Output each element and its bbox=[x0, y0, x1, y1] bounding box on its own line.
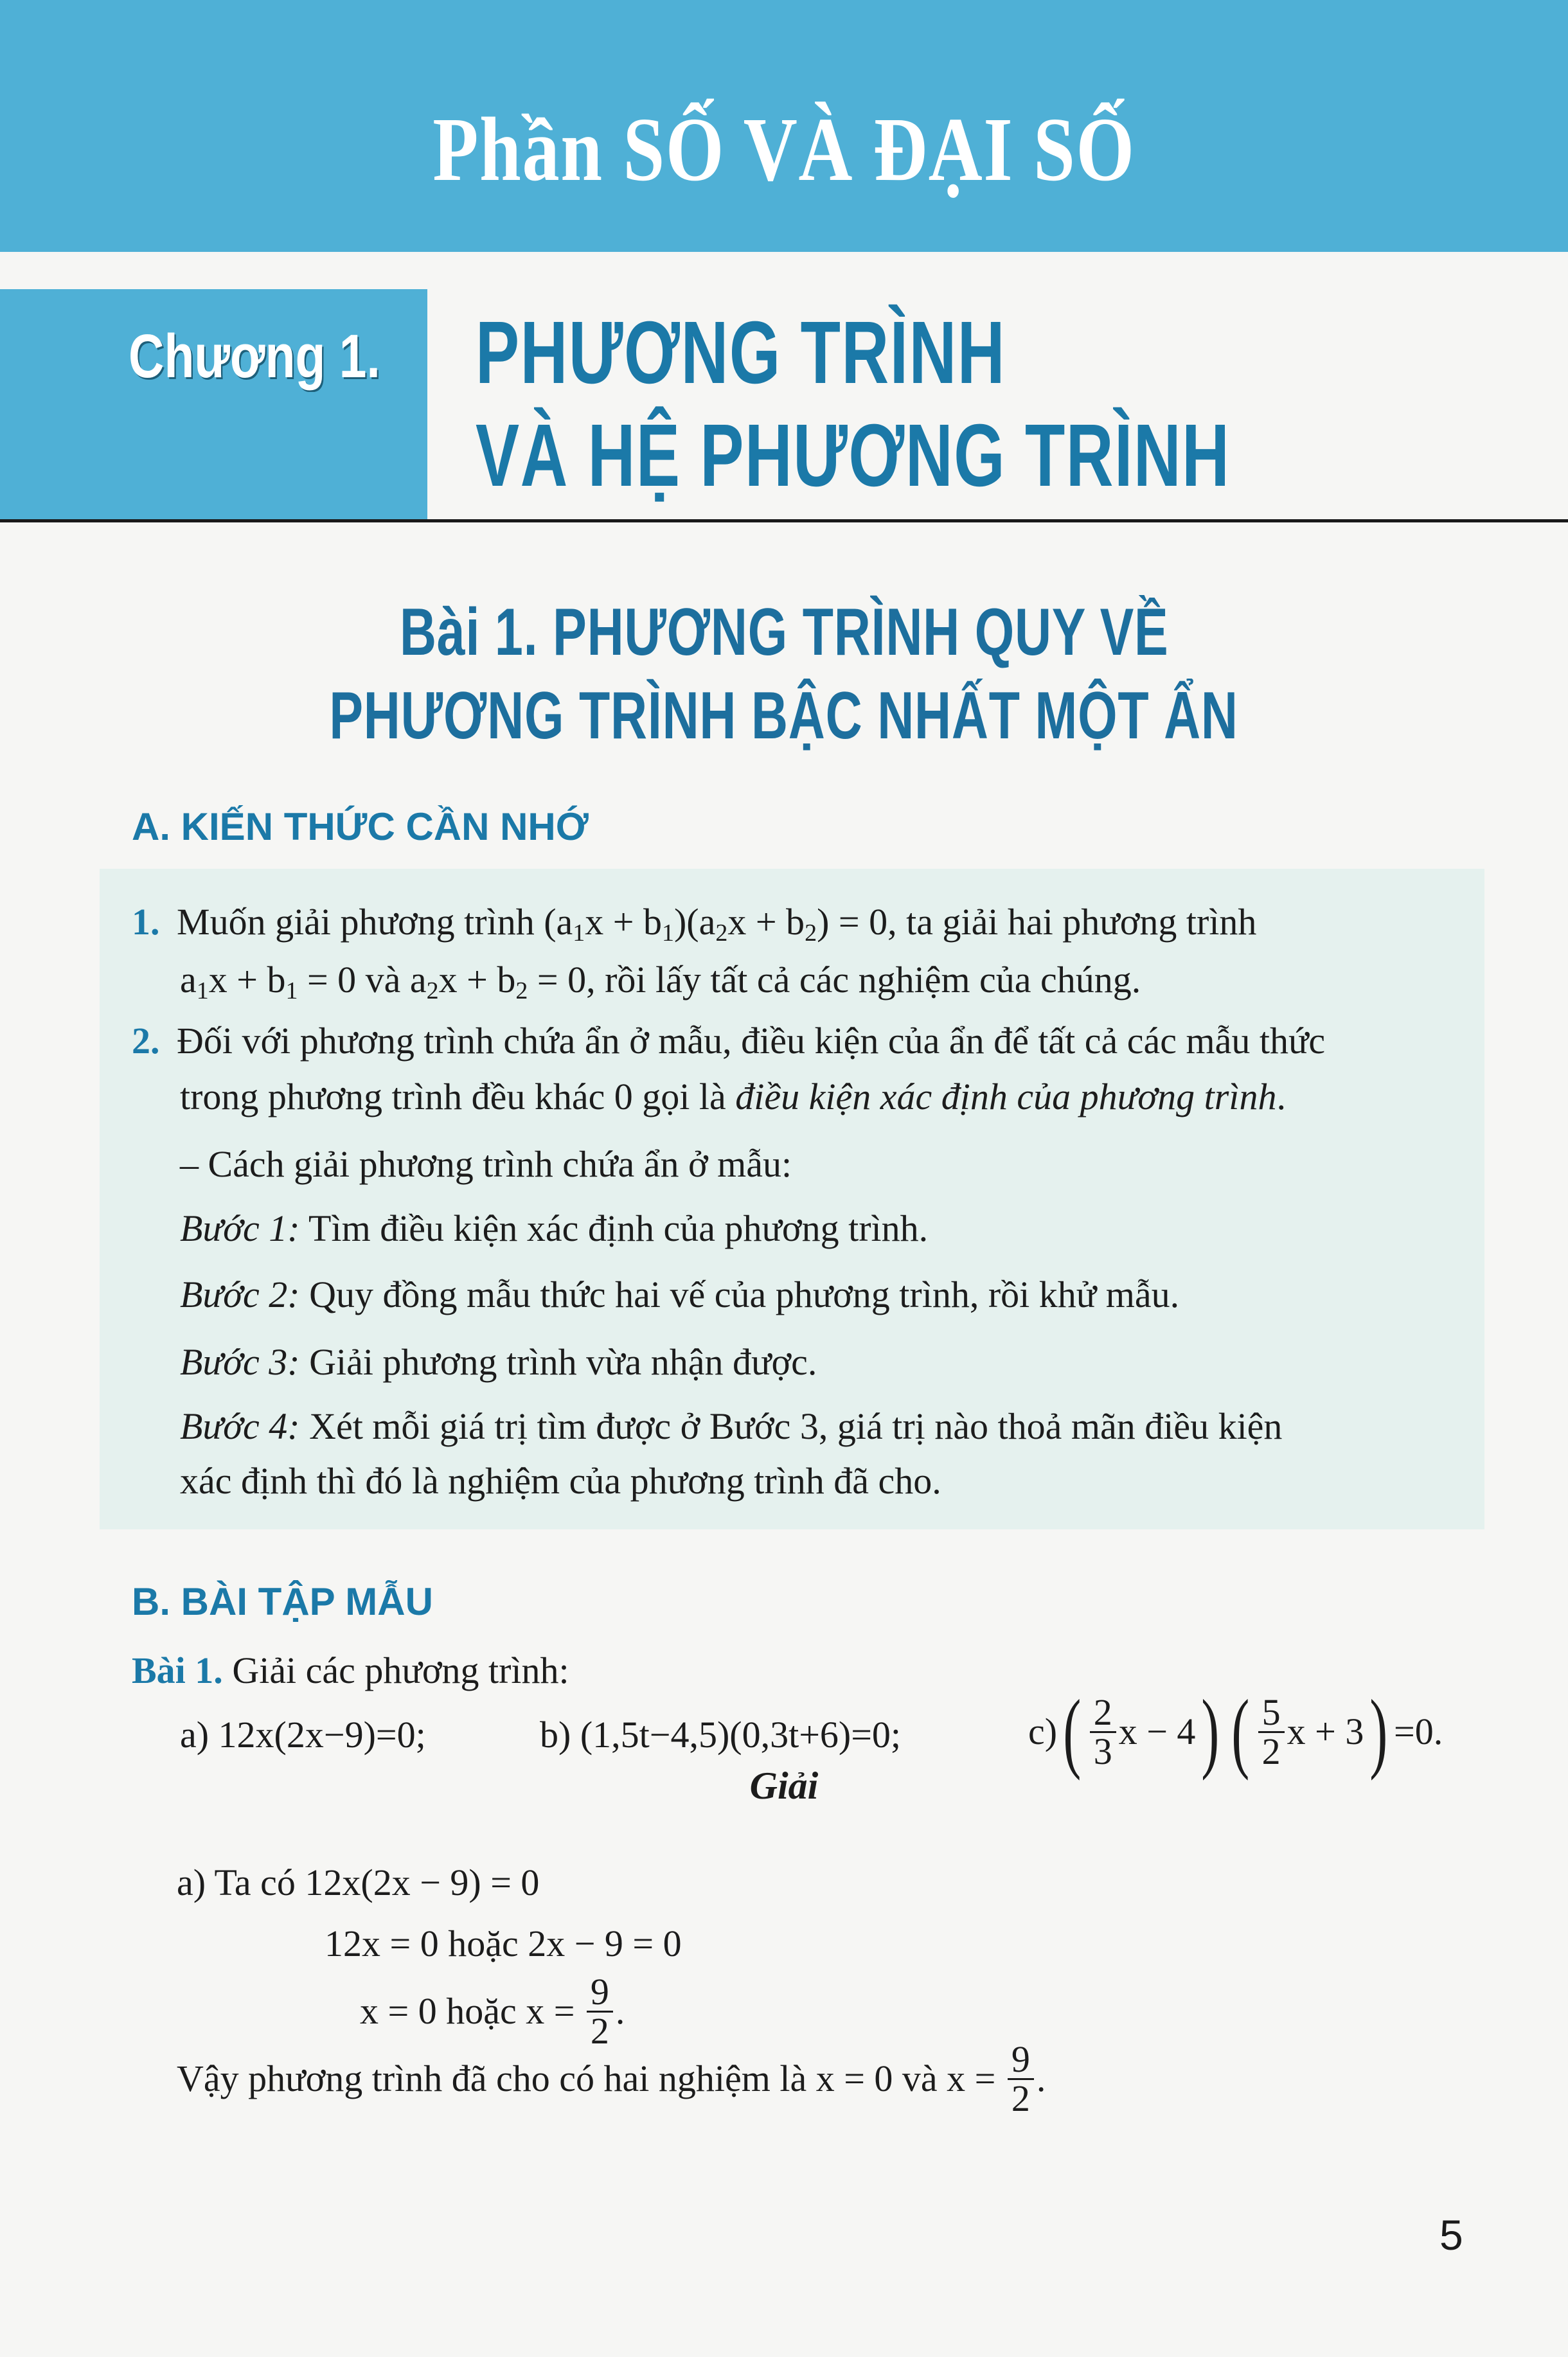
item1-line2-suffix: , rồi lấy tất cả các nghiệm của chúng. bbox=[586, 959, 1141, 1001]
page-number: 5 bbox=[1439, 2211, 1463, 2259]
item2-line2-suffix: . bbox=[1276, 1076, 1286, 1117]
chapter-title-line1: PHƯƠNG TRÌNH bbox=[476, 303, 1006, 402]
step-1 bbox=[180, 1206, 928, 1251]
exercise-part-b: b) (1,5t−4,5)(0,3t+6)=0; bbox=[540, 1714, 902, 1756]
solution-line3: x = 0 hoặc x = $\frac{9}{2}$ . bbox=[360, 1970, 625, 2052]
item2-number: 2. bbox=[132, 1020, 160, 1062]
frac-numerator-2: 9 bbox=[1008, 2041, 1034, 2080]
chapter-divider bbox=[0, 519, 1568, 522]
solution-line3-text: x = 0 hoặc x = bbox=[360, 1990, 575, 2032]
solution-conclusion-text: Vậy phương trình đã cho có hai nghiệm là x = 0 và x = bbox=[177, 2058, 996, 2099]
solution-label: Giải bbox=[749, 1765, 819, 1807]
exercise-part-c: c) ( $\frac{2}{3}$ x − 4 ) ( $\frac{5}{2}$ x + 3 ) =0. bbox=[1028, 1682, 1443, 1781]
part-c-label: c) bbox=[1028, 1711, 1058, 1752]
item2-text: Đối với phương trình chứa ẩn ở mẫu, điều kiện của ẩn để tất cả các mẫu thức bbox=[177, 1020, 1326, 1062]
item1-text-prefix: Muốn giải phương trình (a bbox=[177, 901, 573, 943]
method-intro: – Cách giải phương trình chứa ẩn ở mẫu: bbox=[180, 1143, 792, 1185]
step-1-text: Tìm điều kiện xác định của phương trình. bbox=[299, 1207, 929, 1249]
chapter-label: Chương 1. bbox=[129, 322, 380, 391]
part-c-end: =0. bbox=[1394, 1711, 1443, 1752]
item1-text-suffix: , ta giải hai phương trình bbox=[887, 901, 1257, 943]
lesson-title-text2: PHƯƠNG TRÌNH BẬC NHẤT MỘT ẨN bbox=[329, 679, 1239, 753]
lesson-title-line2 bbox=[0, 678, 1568, 754]
step-3-label: Bước 3: bbox=[180, 1341, 300, 1383]
chapter-title-line2: VÀ HỆ PHƯƠNG TRÌNH bbox=[476, 406, 1231, 505]
step-4 bbox=[180, 1404, 1282, 1449]
exercise-1-text: Giải các phương trình: bbox=[222, 1650, 569, 1691]
item2-line1 bbox=[132, 1018, 1325, 1063]
solution-line1: a) Ta có 12x(2x − 9) = 0 bbox=[177, 1862, 540, 1903]
item2-line2-prefix: trong phương trình đều khác 0 gọi là bbox=[180, 1076, 736, 1117]
step-2 bbox=[180, 1272, 1179, 1317]
frac-denominator-2: 2 bbox=[1011, 2077, 1030, 2119]
part-title: Phần SỐ VÀ ĐẠI SỐ bbox=[432, 98, 1136, 200]
step-4-text: Xét mỗi giá trị tìm được ở Bước 3, giá trị nào thoả mãn điều kiện bbox=[299, 1405, 1283, 1447]
item1-line2: $a_1x + b_1 = 0$ và $a_2x + b_2 = 0$, rồi lấy tất cả các nghiệm của chúng. bbox=[180, 959, 1141, 1004]
exercise-1-label: Bài 1. bbox=[132, 1650, 223, 1691]
exercise-part-a: a) 12x(2x−9)=0; bbox=[180, 1714, 426, 1756]
item2-definition: điều kiện xác định của phương trình bbox=[735, 1076, 1277, 1117]
section-a-heading: A. KIẾN THỨC CẦN NHỚ bbox=[132, 805, 589, 848]
step-1-label: Bước 1: bbox=[180, 1207, 300, 1249]
step-3-text: Giải phương trình vừa nhận được. bbox=[299, 1341, 817, 1383]
item1-line1: 1. Muốn giải phương trình $(a_1x + b_1)(a_2x + b_2) = 0$, ta giải hai phương trình bbox=[132, 901, 1257, 947]
exercise-1-prompt bbox=[132, 1648, 569, 1693]
frac-numerator-1: 9 bbox=[587, 1973, 613, 2013]
frac-denominator-1: 2 bbox=[590, 2009, 609, 2052]
step-4-line2: xác định thì đó là nghiệm của phương trình đã cho. bbox=[180, 1460, 941, 1502]
step-3 bbox=[180, 1340, 817, 1385]
solution-conclusion: Vậy phương trình đã cho có hai nghiệm là x = 0 và x = $\frac{9}{2}$ . bbox=[177, 2038, 1046, 2119]
solution-line2: 12x = 0 hoặc 2x − 9 = 0 bbox=[325, 1923, 682, 1964]
step-4-label: Bước 4: bbox=[180, 1405, 300, 1447]
step-2-text: Quy đồng mẫu thức hai vế của phương trình, rồi khử mẫu. bbox=[299, 1274, 1180, 1315]
item1-number: 1. bbox=[132, 901, 160, 943]
lesson-title-line1 bbox=[0, 594, 1568, 671]
item2-line2 bbox=[180, 1074, 1286, 1119]
step-2-label: Bước 2: bbox=[180, 1274, 300, 1315]
section-b-heading: B. BÀI TẬP MẪU bbox=[132, 1580, 433, 1623]
lesson-title-text1: Bài 1. PHƯƠNG TRÌNH QUY VỀ bbox=[399, 595, 1169, 670]
